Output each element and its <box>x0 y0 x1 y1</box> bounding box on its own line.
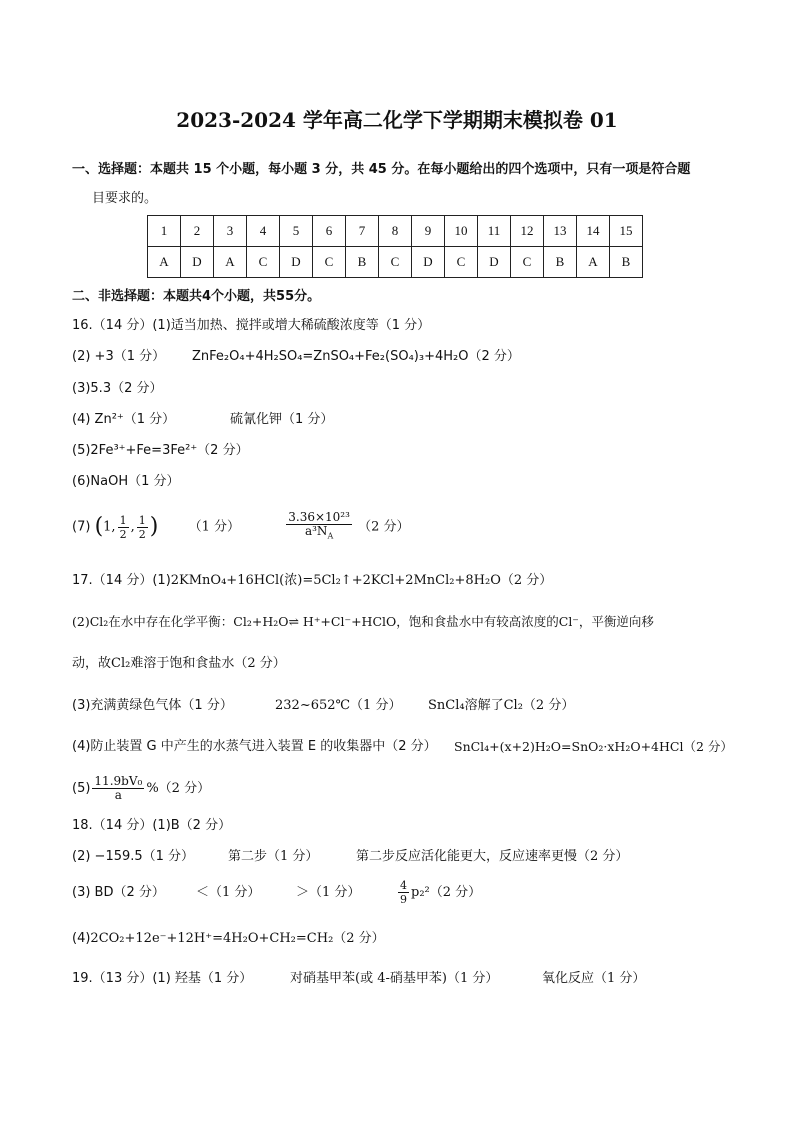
q17-line1 <box>72 571 552 591</box>
answer-table-number-cell: 14 <box>577 216 610 247</box>
q18-line3-part1: (3) BD（2 分） <box>72 885 165 900</box>
answer-table-answer-cell: D <box>280 247 313 278</box>
q17-line4-part2: 232~652℃（1 分） <box>275 698 402 713</box>
q17-line1-prefix: 17.（14 分）(1) <box>72 573 171 588</box>
q17-equation: 2KMnO₄+16HCl(浓)=5Cl₂↑+2KCl+2MnCl₂+8H₂O（2 分） <box>170 573 553 588</box>
fraction-numerator: 1 <box>138 513 146 527</box>
answer-table-number-cell: 5 <box>280 216 313 247</box>
density-fraction <box>286 511 352 542</box>
answer-table-answer-cell: C <box>511 247 544 278</box>
coordinate-comma: , <box>130 519 135 535</box>
q16-line3: (3)5.3（2 分） <box>72 381 163 396</box>
q18-line3-part2: ＜（1 分） <box>196 885 261 900</box>
q16-line1: 16.（14 分）(1)适当加热、搅拌或增大稀硫酸浓度等（1 分） <box>72 318 431 333</box>
q18-line2-part2: 第二步（1 分） <box>228 849 319 864</box>
answer-table-answer-cell: C <box>247 247 280 278</box>
q18-line4-prefix: (4) <box>72 931 91 946</box>
q16-line4-part2: 硫氰化钾（1 分） <box>230 412 334 427</box>
q18-line2-part1: (2) −159.5（1 分） <box>72 849 195 864</box>
q19-line1-part1: 19.（13 分）(1) 羟基（1 分） <box>72 971 253 986</box>
q17-line6-suffix: %（2 分） <box>146 781 211 796</box>
answer-table-number-cell: 4 <box>247 216 280 247</box>
answer-table-number-cell: 8 <box>379 216 412 247</box>
q16-line7-prefix: (7) <box>72 519 91 535</box>
q19-line1-part3: 氧化反应（1 分） <box>542 971 646 986</box>
answer-table-number-cell: 6 <box>313 216 346 247</box>
q16-line5: (5)2Fe³⁺+Fe=3Fe²⁺（2 分） <box>72 443 249 458</box>
answer-table-answer-cell: C <box>313 247 346 278</box>
fraction-denominator: 2 <box>138 527 146 541</box>
answer-table-answer-cell: C <box>379 247 412 278</box>
q16-line4-part1: (4) Zn²⁺（1 分） <box>72 412 176 427</box>
q18-line2-part3: 第二步反应活化能更大，反应速率更慢（2 分） <box>356 849 629 864</box>
section2-heading: 二、非选择题：本题共4个小题，共55分。 <box>72 289 321 304</box>
q16-line7-score2: （2 分） <box>358 519 410 535</box>
density-denominator <box>303 525 335 542</box>
q19-line1-part2: 对硝基甲苯(或 4-硝基甲苯)（1 分） <box>290 971 499 986</box>
q16-line7-score1: （1 分） <box>188 519 240 535</box>
answer-table-answer-cell: D <box>181 247 214 278</box>
q17-line6-prefix: (5) <box>72 781 91 796</box>
fraction-denominator: 2 <box>119 527 127 541</box>
answer-table-number-cell: 11 <box>478 216 511 247</box>
q16-equation: ZnFe₂O₄+4H₂SO₄=ZnSO₄+Fe₂(SO₄)₃+4H₂O（2 分） <box>192 349 520 364</box>
q17-line4-part1: (3)充满黄绿色气体（1 分） <box>72 698 233 713</box>
answer-table-number-cell: 9 <box>412 216 445 247</box>
kp-denominator: 9 <box>400 893 407 906</box>
answer-table-answer-cell: B <box>544 247 577 278</box>
answer-table-answer-cell: D <box>412 247 445 278</box>
kp-pressure: p₂²（2 分） <box>411 885 482 900</box>
purity-numerator: 11.9bV₀ <box>94 774 143 788</box>
density-numerator: 3.36×10²³ <box>288 510 350 525</box>
density-denominator-main: a³N <box>304 524 328 539</box>
answer-table-number-cell: 12 <box>511 216 544 247</box>
q18-line1: 18.（14 分）(1)B（2 分） <box>72 818 232 833</box>
coordinate-half-fraction <box>118 514 129 541</box>
q16-line6: (6)NaOH（1 分） <box>72 474 180 489</box>
section1-instructions-line1: 一、选择题：本题共 15 个小题，每小题 3 分，共 45 分。在每小题给出的四个选项中，只有一项是符合题 <box>72 162 691 177</box>
answer-table-number-cell: 2 <box>181 216 214 247</box>
q16-line2-part2: (2) +3（1 分） <box>72 349 166 364</box>
answer-table-answer-cell: D <box>478 247 511 278</box>
q17-line5-part2: SnCl₄+(x+2)H₂O=SnO₂·xH₂O+4HCl（2 分） <box>454 739 733 754</box>
q17-line2: (2)Cl₂在水中存在化学平衡：Cl₂+H₂O⇌ H⁺+Cl⁻+HClO，饱和食盐水中有较高浓度的Cl⁻，平衡逆向移 <box>72 614 654 629</box>
section1-instructions-line2: 目要求的。 <box>92 191 158 206</box>
answer-table-answer-cell: A <box>577 247 610 278</box>
q18-line4 <box>72 929 385 949</box>
answer-table-number-cell: 13 <box>544 216 577 247</box>
left-paren-glyph: ( <box>94 514 104 539</box>
q16-line7 <box>72 510 409 544</box>
coordinate-first: 1, <box>103 519 116 535</box>
page-title: 2023-2024 学年高二化学下学期期末模拟卷 01 <box>176 108 618 132</box>
q18-electrode-equation: 2CO₂+12e⁻+12H⁺=4H₂O+CH₂=CH₂（2 分） <box>90 931 385 946</box>
answer-table-answer-cell: B <box>346 247 379 278</box>
q17-line6 <box>72 772 210 806</box>
answer-table-number-cell: 15 <box>610 216 643 247</box>
answer-table-answer-cell: B <box>610 247 643 278</box>
kp-fraction <box>398 879 409 906</box>
q17-line4-part3: SnCl₄溶解了Cl₂（2 分） <box>428 698 575 713</box>
q18-line3-part3: ＞（1 分） <box>296 885 361 900</box>
purity-denominator: a <box>114 788 122 802</box>
density-denominator-sub: A <box>327 531 334 541</box>
answer-table-number-cell: 7 <box>346 216 379 247</box>
answer-table <box>147 215 643 278</box>
answer-table-answer-cell: A <box>214 247 247 278</box>
right-paren-glyph: ) <box>149 514 159 539</box>
q18-line3-part4 <box>396 876 481 910</box>
q17-line5-part1: (4)防止装置 G 中产生的水蒸气进入装置 E 的收集器中（2 分） <box>72 739 437 754</box>
answer-table-number-cell: 1 <box>148 216 181 247</box>
answer-table-number-cell: 10 <box>445 216 478 247</box>
purity-fraction <box>92 775 144 802</box>
fraction-numerator: 1 <box>119 513 127 527</box>
kp-numerator: 4 <box>400 879 407 892</box>
answer-table-answer-cell: A <box>148 247 181 278</box>
answer-table-number-cell: 3 <box>214 216 247 247</box>
answer-table-number-row <box>148 216 643 247</box>
q17-line3: 动，故Cl₂难溶于饱和食盐水（2 分） <box>72 656 286 671</box>
answer-table-answer-row <box>148 247 643 278</box>
answer-table-answer-cell: C <box>445 247 478 278</box>
coordinate-half-fraction-2 <box>137 514 148 541</box>
